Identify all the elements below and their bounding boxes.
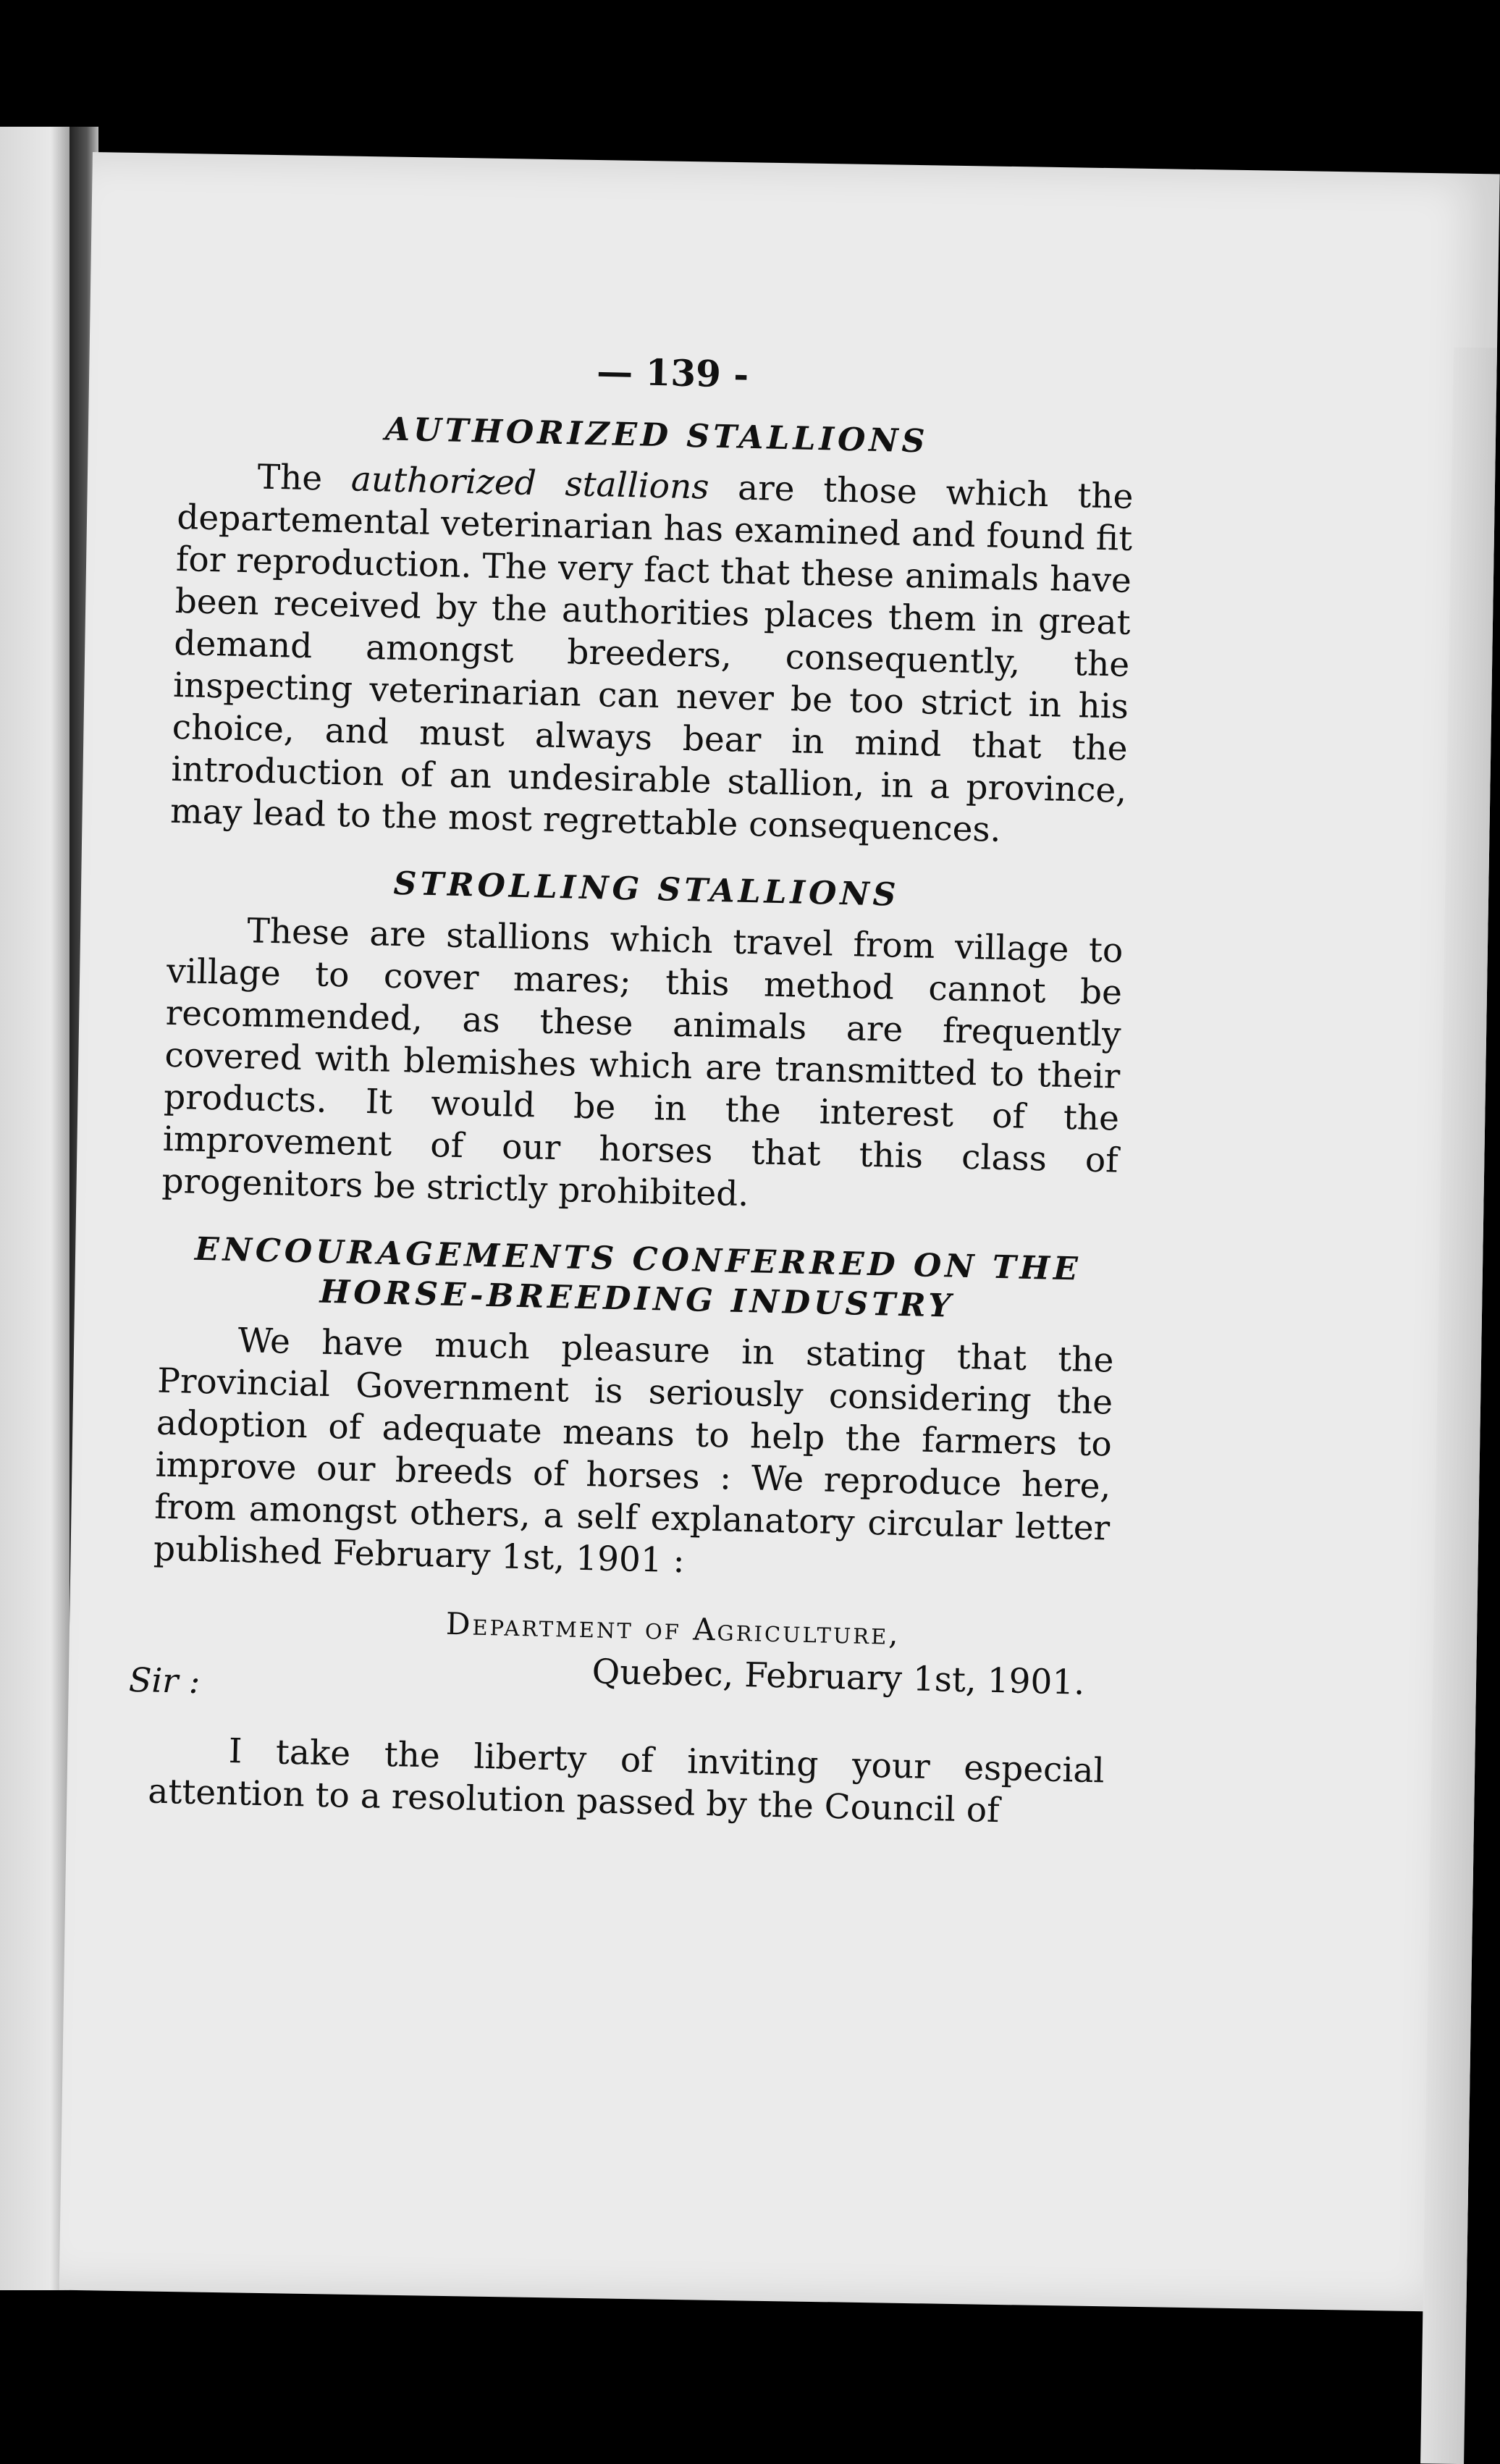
italic-term: authorized stallions [350, 459, 710, 508]
letter-header [128, 1642, 1107, 1729]
section-heading-encouragements: ENCOURAGEMENTS CONFERRED ON THE HORSE-BREEDING INDUSTRY [194, 1230, 1082, 1325]
letter-opening: I take the liberty of inviting your especial attention to a resolution passed by the Council of [147, 1731, 1105, 1831]
letter-salutation: Sir : [128, 1660, 201, 1702]
paragraph-encouragements: We have much pleasure in stating that the Provincial Government is seriously considering the adoption of adequate means to help the farmers to improve our breeds of horses : We reproduce here, from amongst others, a self explanatory circular letter published February 1st, 1901 : [153, 1321, 1114, 1581]
paragraph-strolling-stallions: These are stallions which travel from village to village to cover mares; this method cannot be recommended, as these animals are frequently covered with blemishes which are transmitted to their products. It would be in the interest of the improvement of our horses that this class of progenitors be strictly prohibited. [161, 911, 1124, 1215]
letter-department: Department of Agriculture, [445, 1605, 901, 1652]
paragraph-text: The [257, 457, 352, 500]
paragraph-text: are those which the departemental veterinarian has examined and found fit for reproduction. The very fact that these animals have been received by the authorities places them in great demand amongst breeders, consequently, the inspecting veterinarian can never be too strict in his choice, and must always bear in mind that the introduction of an undesirable stallion, in a province, may lead to the most regrettable consequences. [169, 467, 1134, 850]
page-fore-edge [1420, 348, 1497, 2464]
page-content [128, 340, 1137, 1860]
page-number: — 139 - [596, 350, 749, 396]
paragraph-authorized-stallions [170, 455, 1134, 854]
facing-page-edge [0, 127, 72, 2290]
letter-dateline: Quebec, February 1st, 1901. [591, 1652, 1085, 1703]
section-heading-strolling-stallions: STROLLING STALLIONS [392, 865, 900, 914]
section-heading-authorized-stallions: AUTHORIZED STALLIONS [384, 411, 929, 461]
